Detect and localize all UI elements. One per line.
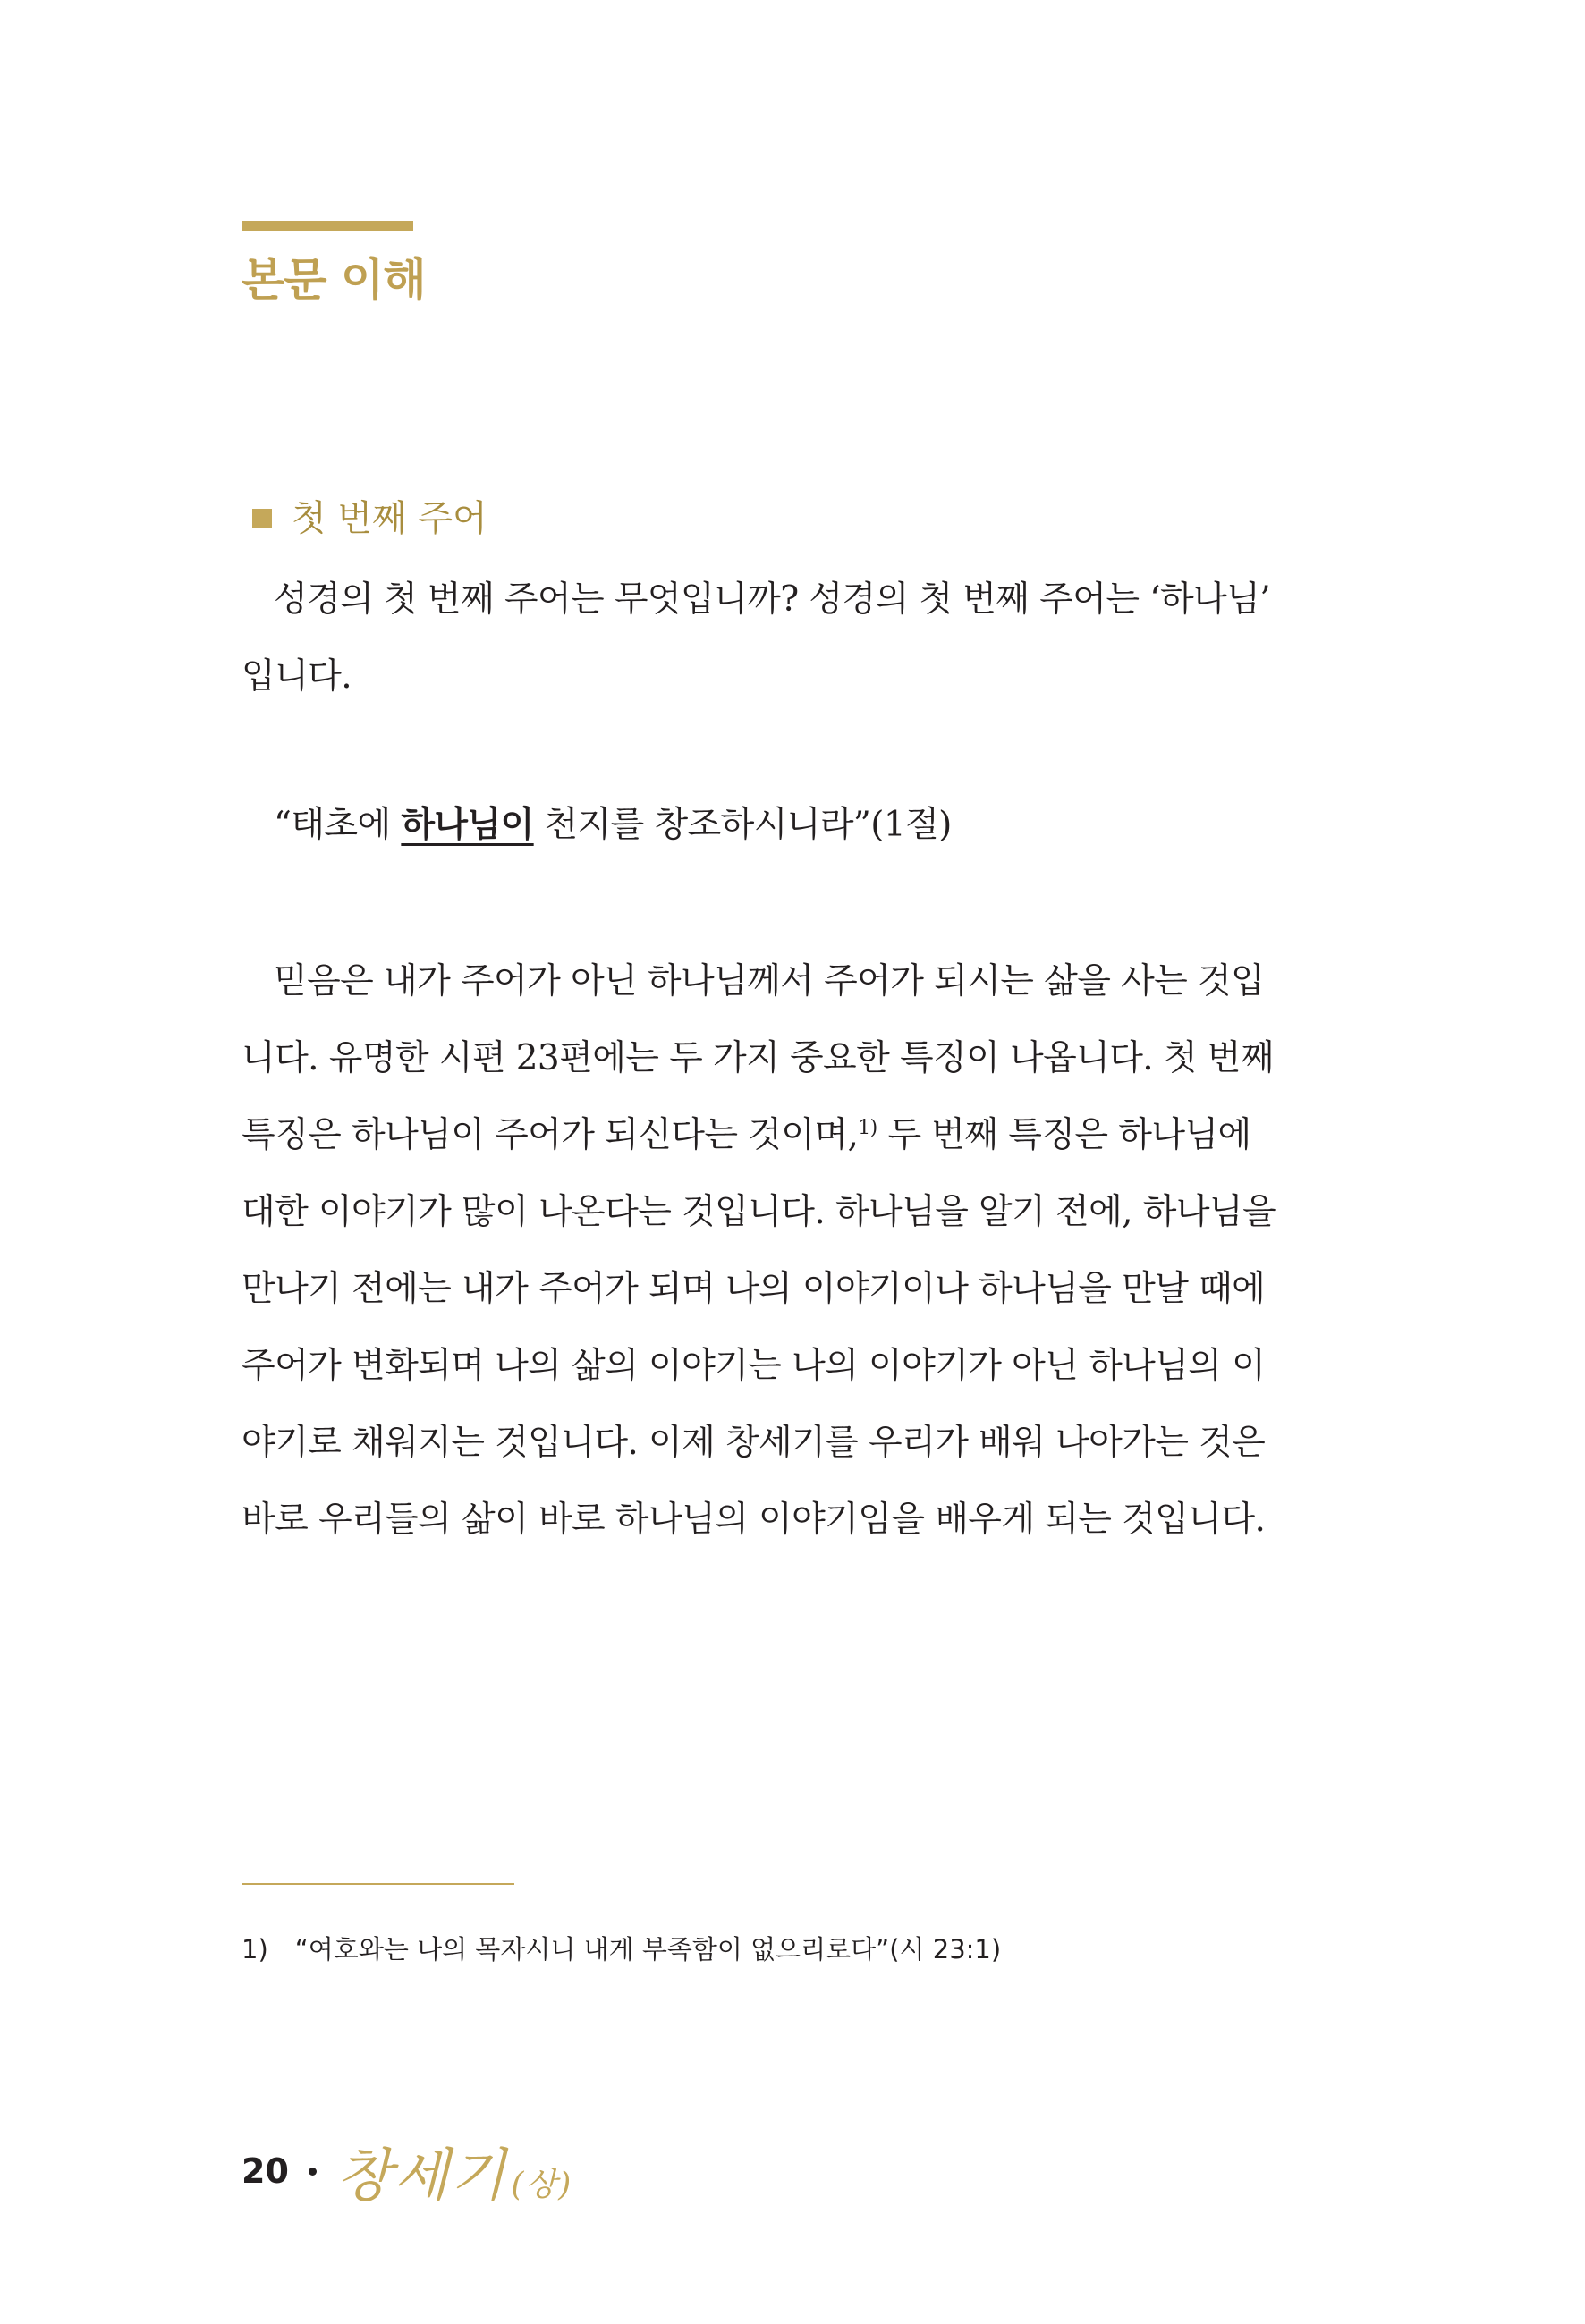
page-footer <box>242 2135 573 2210</box>
footnote <box>242 1931 1001 1967</box>
subheading-text: 첫 번째 주어 <box>292 498 487 539</box>
book-title-logo <box>336 2130 572 2212</box>
paragraph-line: 주어가 변화되며 나의 삶의 이야기는 나의 이야기가 아닌 하나님의 이 <box>242 1346 1266 1386</box>
paragraph-line-with-footnote <box>242 1097 1342 1174</box>
paragraph-line-head: 특징은 하나님이 주어가 되신다는 것이며, <box>242 1115 859 1155</box>
footnote-reference[interactable]: 1) <box>858 1117 877 1139</box>
paragraph-line: 대한 이야기가 많이 나온다는 것입니다. 하나님을 알기 전에, 하나님을 <box>242 1192 1276 1232</box>
quote-rest: 천지를 창조하시니라”(1절) <box>533 805 952 845</box>
section-accent-bar <box>242 221 413 231</box>
paragraph-line: 바로 우리들의 삶이 바로 하나님의 이야기임을 배우게 되는 것입니다. <box>242 1500 1266 1540</box>
paragraph-line: 만나기 전에는 내가 주어가 되며 나의 이야기이나 하나님을 만날 때에 <box>242 1269 1266 1309</box>
quote-line <box>242 787 1342 864</box>
square-bullet-icon <box>252 509 272 528</box>
paragraph-1 <box>242 562 1342 715</box>
paragraph-line: 성경의 첫 번째 주어는 무엇입니까? 성경의 첫 번째 주어는 ‘하나님’ <box>274 579 1271 620</box>
book-subtitle: (상) <box>511 2167 573 2203</box>
bullet-dot-icon <box>309 2168 317 2176</box>
section-title: 본문 이해 <box>242 254 426 306</box>
footnote-number: 1) <box>242 1934 268 1965</box>
quote-emphasis: 하나님이 <box>401 805 534 845</box>
paragraph-line: 입니다. <box>242 656 352 697</box>
page-number: 20 <box>242 2151 289 2191</box>
footnote-divider <box>242 1883 514 1885</box>
paragraph-line: 믿음은 내가 주어가 아닌 하나님께서 주어가 되시는 삶을 사는 것입 <box>274 961 1265 1001</box>
paragraph-line-tail: 두 번째 특징은 하나님에 <box>877 1115 1251 1155</box>
paragraph-line: 야기로 채워지는 것입니다. 이제 창세기를 우리가 배워 나아가는 것은 <box>242 1423 1266 1463</box>
footnote-text: “여호와는 나의 목자시니 내게 부족함이 없으리로다”(시 23:1) <box>294 1934 1002 1965</box>
paragraph-2 <box>242 943 1342 1559</box>
scripture-quote <box>242 787 1342 864</box>
quote-open: “태초에 <box>274 805 402 845</box>
paragraph-line: 니다. 유명한 시편 23편에는 두 가지 중요한 특징이 나옵니다. 첫 번째 <box>242 1038 1274 1078</box>
subheading <box>252 492 487 545</box>
book-title: 창세기 <box>335 2143 508 2210</box>
